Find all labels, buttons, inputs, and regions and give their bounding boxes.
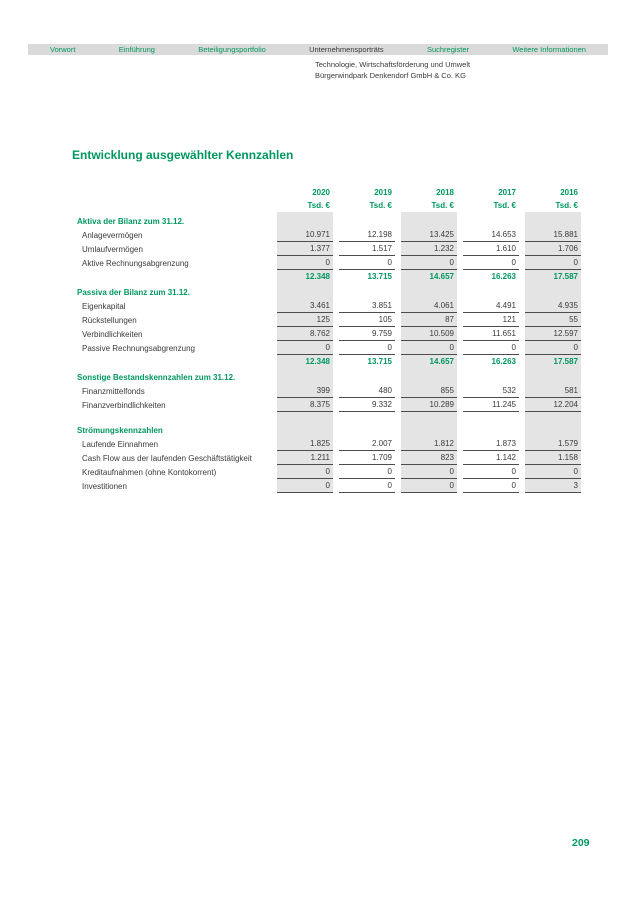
- row-value: [525, 212, 581, 228]
- row-value: 121: [463, 313, 519, 327]
- year-header: 2017: [498, 188, 516, 197]
- nav-item-einfuehrung[interactable]: Einführung: [118, 45, 155, 54]
- row-value: 3: [525, 479, 581, 493]
- breadcrumb: [315, 60, 470, 81]
- row-value: 55: [525, 313, 581, 327]
- table-row: [74, 299, 581, 313]
- row-value: 0: [277, 341, 333, 355]
- row-value: [463, 421, 519, 437]
- row-value: 0: [401, 256, 457, 270]
- table-row: [74, 256, 581, 270]
- row-value: 3.851: [339, 299, 395, 313]
- row-value: [525, 283, 581, 299]
- unit-header: Tsd. €: [369, 201, 392, 210]
- row-value: [339, 421, 395, 437]
- row-value: 0: [401, 341, 457, 355]
- row-value: 3.461: [277, 299, 333, 313]
- row-label: Finanzverbindlichkeiten: [82, 401, 166, 410]
- row-value: 0: [525, 465, 581, 479]
- row-value: 12.348: [277, 270, 333, 283]
- row-value: 532: [463, 384, 519, 398]
- row-value: 1.142: [463, 451, 519, 465]
- row-label: Finanzmittelfonds: [82, 387, 145, 396]
- row-value: 823: [401, 451, 457, 465]
- row-value: 1.709: [339, 451, 395, 465]
- row-value: 0: [463, 479, 519, 493]
- row-value: 14.653: [463, 228, 519, 242]
- row-value: [525, 421, 581, 437]
- row-value: [339, 212, 395, 228]
- row-value: 12.348: [277, 355, 333, 368]
- row-value: 10.289: [401, 398, 457, 412]
- row-value: 8.762: [277, 327, 333, 341]
- row-value: [401, 283, 457, 299]
- row-value: 0: [463, 341, 519, 355]
- unit-header: Tsd. €: [307, 201, 330, 210]
- row-value: 11.245: [463, 398, 519, 412]
- row-label: Sonstige Bestandskennzahlen zum 31.12.: [77, 373, 236, 382]
- row-value: 12.198: [339, 228, 395, 242]
- row-value: 1.211: [277, 451, 333, 465]
- row-label: Aktive Rechnungsabgrenzung: [82, 259, 189, 268]
- table-row: [74, 398, 581, 412]
- table-row: [74, 212, 581, 228]
- row-value: 15.881: [525, 228, 581, 242]
- row-label: Rückstellungen: [82, 316, 137, 325]
- row-value: 2.007: [339, 437, 395, 451]
- row-value: 12.204: [525, 398, 581, 412]
- table-row: [74, 313, 581, 327]
- row-label: Passive Rechnungsabgrenzung: [82, 344, 195, 353]
- row-value: [339, 283, 395, 299]
- row-value: 0: [339, 465, 395, 479]
- row-label: Anlagevermögen: [82, 231, 143, 240]
- row-label: Eigenkapital: [82, 302, 126, 311]
- row-value: [463, 283, 519, 299]
- row-value: 0: [277, 465, 333, 479]
- page-title: Entwicklung ausgewählter Kennzahlen: [72, 148, 294, 162]
- table-row: [74, 242, 581, 256]
- row-value: 8.375: [277, 398, 333, 412]
- row-value: [339, 412, 395, 421]
- row-value: 1.706: [525, 242, 581, 256]
- row-value: [463, 412, 519, 421]
- nav-item-weitere-informationen[interactable]: Weitere Informationen: [512, 45, 586, 54]
- row-value: 14.657: [401, 355, 457, 368]
- row-value: 13.425: [401, 228, 457, 242]
- row-value: 1.873: [463, 437, 519, 451]
- row-value: 0: [463, 465, 519, 479]
- row-value: 1.232: [401, 242, 457, 256]
- year-header: 2018: [436, 188, 454, 197]
- breadcrumb-category: Technologie, Wirtschaftsförderung und Umwelt: [315, 60, 471, 69]
- row-value: 1.158: [525, 451, 581, 465]
- row-label: Investitionen: [82, 482, 127, 491]
- nav-item-vorwort[interactable]: Vorwort: [50, 45, 76, 54]
- unit-header: Tsd. €: [431, 201, 454, 210]
- row-value: [463, 212, 519, 228]
- table-row: [74, 465, 581, 479]
- row-value: 9.332: [339, 398, 395, 412]
- row-value: 855: [401, 384, 457, 398]
- row-value: 17.587: [525, 270, 581, 283]
- row-value: [401, 421, 457, 437]
- table-row: [74, 270, 581, 283]
- row-value: [277, 412, 333, 421]
- row-value: 14.657: [401, 270, 457, 283]
- row-value: 0: [277, 479, 333, 493]
- row-value: 480: [339, 384, 395, 398]
- row-value: 4.935: [525, 299, 581, 313]
- row-value: [277, 283, 333, 299]
- row-value: 0: [339, 341, 395, 355]
- table-row: [74, 341, 581, 355]
- row-value: [401, 368, 457, 384]
- table-row: [74, 283, 581, 299]
- row-value: 581: [525, 384, 581, 398]
- row-label: [74, 355, 271, 368]
- row-label: Verbindlichkeiten: [82, 330, 143, 339]
- row-value: 17.587: [525, 355, 581, 368]
- year-header: 2020: [312, 188, 330, 197]
- row-value: 125: [277, 313, 333, 327]
- row-value: 1.579: [525, 437, 581, 451]
- row-value: 4.061: [401, 299, 457, 313]
- key-figures-table: [68, 186, 587, 493]
- header-spacer: [74, 186, 271, 199]
- row-value: [525, 368, 581, 384]
- unit-header-row: [74, 199, 581, 212]
- row-value: 0: [339, 479, 395, 493]
- row-value: 4.491: [463, 299, 519, 313]
- nav-item-suchregister[interactable]: Suchregister: [426, 45, 470, 54]
- row-value: 399: [277, 384, 333, 398]
- row-value: 1.610: [463, 242, 519, 256]
- table-row: [74, 228, 581, 242]
- row-value: 16.263: [491, 357, 516, 366]
- row-value: [277, 421, 333, 437]
- row-value: 1.377: [277, 242, 333, 256]
- row-value: [401, 212, 457, 228]
- nav-item-beteiligungsportfolio[interactable]: Beteiligungsportfolio: [198, 45, 266, 54]
- table-row: [74, 384, 581, 398]
- row-label: [74, 412, 271, 421]
- row-value: 16.263: [491, 272, 516, 281]
- row-value: 12.597: [525, 327, 581, 341]
- row-value: 1.517: [339, 242, 395, 256]
- row-value: 0: [339, 256, 395, 270]
- row-label: Laufende Einnahmen: [82, 440, 159, 449]
- year-header-row: [74, 186, 581, 199]
- table-row: [74, 421, 581, 437]
- row-value: [401, 412, 457, 421]
- nav-item-unternehmensportraets[interactable]: Unternehmensporträts: [309, 45, 384, 54]
- row-value: 1.825: [277, 437, 333, 451]
- row-value: [277, 368, 333, 384]
- table-row: [74, 355, 581, 368]
- unit-header: Tsd. €: [493, 201, 516, 210]
- table-row: [74, 368, 581, 384]
- unit-header: Tsd. €: [555, 201, 578, 210]
- row-value: 0: [401, 465, 457, 479]
- row-value: 105: [339, 313, 395, 327]
- top-navigation: [28, 44, 608, 55]
- row-label: Strömungskennzahlen: [77, 426, 163, 435]
- table-row: [74, 412, 581, 421]
- year-header: 2019: [374, 188, 392, 197]
- row-label: [74, 270, 271, 283]
- row-label: Aktiva der Bilanz zum 31.12.: [77, 217, 185, 226]
- table-row: [74, 451, 581, 465]
- row-value: 13.715: [367, 272, 392, 281]
- row-value: 10.971: [277, 228, 333, 242]
- row-value: [339, 368, 395, 384]
- row-value: 0: [277, 256, 333, 270]
- row-value: 10.509: [401, 327, 457, 341]
- row-value: 9.759: [339, 327, 395, 341]
- table-row: [74, 437, 581, 451]
- row-value: 0: [525, 341, 581, 355]
- header-spacer: [74, 199, 271, 212]
- table-row: [74, 327, 581, 341]
- row-value: 87: [401, 313, 457, 327]
- row-label: Kreditaufnahmen (ohne Kontokorrent): [82, 468, 217, 477]
- row-label: Umlaufvermögen: [82, 245, 143, 254]
- breadcrumb-company: Bürgerwindpark Denkendorf GmbH & Co. KG: [315, 70, 466, 80]
- page-number: 209: [572, 837, 590, 849]
- row-value: [525, 412, 581, 421]
- row-value: [463, 368, 519, 384]
- row-label: Cash Flow aus der laufenden Geschäftstätigkeit: [82, 454, 252, 463]
- row-value: 13.715: [367, 357, 392, 366]
- row-label: Passiva der Bilanz zum 31.12.: [77, 288, 190, 297]
- row-value: 0: [463, 256, 519, 270]
- table-row: [74, 479, 581, 493]
- row-value: 0: [525, 256, 581, 270]
- year-header: 2016: [560, 188, 578, 197]
- row-value: 1.812: [401, 437, 457, 451]
- row-value: 11.651: [463, 327, 519, 341]
- row-value: [277, 212, 333, 228]
- row-value: 0: [401, 479, 457, 493]
